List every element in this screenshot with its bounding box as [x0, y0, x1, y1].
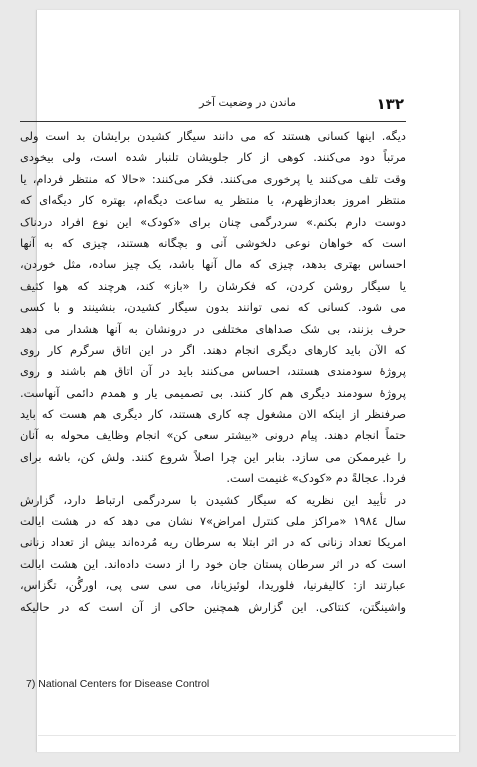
footnote: 7) National Centers for Disease Control	[26, 678, 210, 690]
page-header	[20, 93, 406, 119]
text-line: می شود. کسانی که نمی توانند بدون سیگار کشیدن، بنشینند و با کسی	[20, 300, 406, 315]
text-line: دیگه. اینها کسانی هستند که می دانند سیگار کشیدن برایشان بد است ولی	[20, 129, 406, 143]
text-line: حتماً انجام دهند. پیام درونی «بیشتر سعی کن» انجام وظایف محوله به آنان	[20, 428, 406, 443]
text-line: عبارتند از: کالیفرنیا، فلوریدا، لوئیزیانا، می سی سی پی، اورگُن، تگزاس،	[20, 578, 406, 593]
text-line: است که در اثر سرطان پستان جان خود را از دست داده‌اند. این هشت ایالت	[20, 556, 406, 571]
text-line: یا سیگار روشن کردن، که فکرشان را «باز» کند، هرچند که هوا کثیف	[20, 278, 406, 293]
text-line: که الآن باید کارهای دیگری انجام دهند. اگر در این اتاق سرگرم کار روی	[20, 342, 406, 357]
page-number: ۱۳۲	[376, 95, 404, 113]
text-line: سال ۱۹۸٤ «مراکز ملی کنترل امراض»۷ نشان می دهد که در هشت ایالت	[20, 514, 406, 529]
header-rule	[20, 121, 406, 122]
text-line: دوست دارم بکنم.» سردرگمی چنان برای «کودک» این نوع افراد دردناک	[20, 214, 406, 229]
text-line: حرف بزنند، بی شک صداهای مختلفی در درونشان به آنها هشدار می دهد	[20, 321, 406, 336]
body-text	[20, 126, 406, 618]
running-title: ماندن در وضعیت آخر	[199, 96, 296, 109]
text-line: احساس بهتری بدهد، چیزی که مال آنها باشد، یک چیز ساده، مثل خوردن،	[20, 257, 406, 272]
text-line: منتظر امروز بعدازظهرم، یا منتظر یه ساعت دیگه‌ام، بهتره کار دیگه‌ای که	[20, 193, 406, 208]
text-line: مرتباً دود می‌کنند. کوهی از کار جلویشان تلنبار شده است، ولی بیخودی	[20, 150, 406, 165]
text-line: در تأیید این نظریه که سیگار کشیدن با سردرگمی ارتباط دارد، گزارش	[20, 492, 406, 507]
text-line: صرفنظر از اینکه الان مشغول چه کاری هستند، کار دیگری هم هست که باید	[20, 407, 406, 422]
page-bottom-edge	[38, 735, 456, 736]
text-line: فردا. عجالةً دم «کودک» غنیمت است.	[226, 471, 406, 486]
text-line: امریکا تعداد زنانی که در اثر ابتلا به سرطان ریه مُرده‌اند بیش از تعداد زنانی	[20, 535, 406, 550]
text-line: است که خواهان نوعی دلخوشی آنی و بچگانه هستند، چیزی که به آنها	[20, 235, 406, 250]
text-line: واشینگتن، کنتاکی. این گزارش همچنین حاکی از آن است که در حالیکه	[20, 599, 406, 614]
text-line: پروژهٔ سودمندی هستند، احساس می‌کنند باید در آن اتاق هم باشند و روی	[20, 364, 406, 379]
text-line: پروژهٔ سودمند دیگری هم کار کنند. بی تصمیمی یار و همدم دائمی آنهاست.	[20, 385, 406, 400]
text-line: را غیرممکن می سازد. بنابر این چرا اصلاً شروع کنند. ولش کن، باشه برای	[20, 449, 406, 464]
text-line: وقت تلف می‌کنند یا پرخوری می‌کنند. فکر می‌کنند: «حالا که منتظر فردام، یا	[20, 171, 406, 186]
